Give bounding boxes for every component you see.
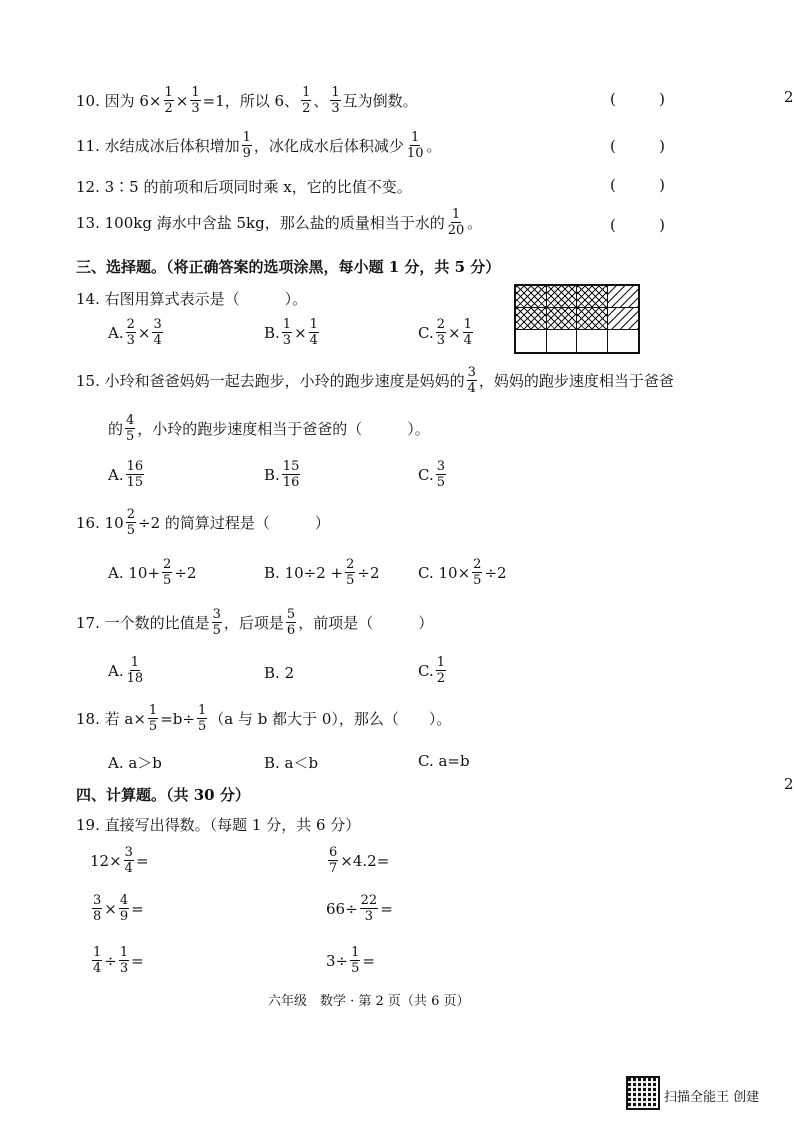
fraction: $\frac{1}{3}$ <box>191 85 200 116</box>
fraction: $\frac{1}{20}$ <box>447 207 465 238</box>
fraction: $\frac{1}{9}$ <box>242 130 251 161</box>
grid-cell <box>547 308 578 330</box>
option-b[interactable]: B. 2 <box>264 664 295 682</box>
option-b[interactable]: B. a＜b <box>264 754 319 772</box>
question-18: 18. 若 a× $\frac{1}{5}$ =b÷ $\frac{1}{5}$ （a 与 b 都大于 0），那么（ ）。 <box>76 703 452 734</box>
question-17: 17. 一个数的比值是 $\frac{3}{5}$ ，后项是 $\frac{5}{6}$ ，前项是（ ） <box>76 607 434 638</box>
fraction: $\frac{1}{2}$ <box>164 85 173 116</box>
margin-number: 2 <box>784 775 794 793</box>
qr-code-icon <box>628 1078 658 1108</box>
option-a[interactable]: A. $\frac{2}{3}$ × $\frac{3}{4}$ <box>108 317 162 348</box>
shaded-grid-figure <box>514 284 640 354</box>
question-15: 15. 小玲和爸爸妈妈一起去跑步，小玲的跑步速度是妈妈的 $\frac{3}{4}$ ，妈妈的跑步速度相当于爸爸 <box>76 365 674 396</box>
option-a[interactable]: A. $\frac{1}{18}$ <box>108 655 144 686</box>
grid-cell <box>547 286 578 308</box>
calc-expression: 3÷ $\frac{1}{5}$ = <box>326 945 375 976</box>
question-16: 16. 10 $\frac{2}{5}$ ÷2 的简算过程是（ ） <box>76 507 330 538</box>
grid-cell <box>608 286 639 308</box>
answer-blank[interactable]: ( ) <box>610 137 665 155</box>
answer-blank[interactable]: ( ) <box>610 216 665 234</box>
question-15-cont: 的 $\frac{4}{5}$ ，小玲的跑步速度相当于爸爸的（ ）。 <box>108 413 430 444</box>
question-10: 10. 因为 6× $\frac{1}{2}$ × $\frac{1}{3}$ =1，所以 6、 $\frac{1}{2}$ 、 $\frac{1}{3}$ 互为倒数。 <box>76 85 418 116</box>
grid-cell <box>577 286 608 308</box>
section-heading: 四、计算题。（共 30 分） <box>76 786 250 804</box>
grid-cell <box>608 308 639 330</box>
option-b[interactable]: B. 10÷2 + $\frac{2}{5}$ ÷2 <box>264 557 380 588</box>
grid-cell <box>547 330 578 352</box>
option-c[interactable]: C. $\frac{3}{5}$ <box>418 459 445 490</box>
option-c[interactable]: C. a=b <box>418 752 470 770</box>
fraction: $\frac{1}{2}$ <box>302 85 311 116</box>
grid-cell <box>577 308 608 330</box>
calc-expression: $\frac{3}{8}$ × $\frac{4}{9}$ = <box>93 893 144 924</box>
question-14: 14. 右图用算式表示是（ ）。 <box>76 290 308 308</box>
question-12: 12. 3∶5 的前项和后项同时乘 x，它的比值不变。 <box>76 178 412 196</box>
option-b[interactable]: B. $\frac{1}{3}$ × $\frac{1}{4}$ <box>264 317 318 348</box>
calc-expression: 12× $\frac{3}{4}$ = <box>90 845 149 876</box>
fraction: $\frac{1}{3}$ <box>331 85 340 116</box>
option-c[interactable]: C. 10× $\frac{2}{5}$ ÷2 <box>418 557 507 588</box>
grid-cell <box>577 330 608 352</box>
calc-expression: 66÷ $\frac{22}{3}$ = <box>326 893 393 924</box>
grid-cell <box>516 286 547 308</box>
section-heading: 三、选择题。（将正确答案的选项涂黑，每小题 1 分，共 5 分） <box>76 258 501 276</box>
option-b[interactable]: B. $\frac{15}{16}$ <box>264 459 300 490</box>
answer-blank[interactable]: ( ) <box>610 90 665 108</box>
question-13: 13. 100kg 海水中含盐 5kg，那么盐的质量相当于水的 $\frac{1}{20}$ 。 <box>76 207 483 238</box>
page-footer: 六年级 数学 · 第 2 页（共 6 页） <box>268 994 470 1009</box>
margin-number: 2 <box>784 88 794 106</box>
calc-expression: $\frac{1}{4}$ ÷ $\frac{1}{3}$ = <box>93 945 144 976</box>
grid-cell <box>516 330 547 352</box>
grid-cell <box>516 308 547 330</box>
answer-blank[interactable]: ( ) <box>610 176 665 194</box>
question-11: 11. 水结成冰后体积增加 $\frac{1}{9}$ ，冰化成水后体积减少 $\frac{1}{10}$ 。 <box>76 130 442 161</box>
option-a[interactable]: A. 10+ $\frac{2}{5}$ ÷2 <box>108 557 197 588</box>
option-a[interactable]: A. $\frac{16}{15}$ <box>108 459 144 490</box>
grid-cell <box>608 330 639 352</box>
calc-expression: $\frac{6}{7}$ ×4.2= <box>329 845 390 876</box>
question-19: 19. 直接写出得数。（每题 1 分，共 6 分） <box>76 816 361 834</box>
fraction: $\frac{1}{10}$ <box>406 130 424 161</box>
option-a[interactable]: A. a＞b <box>108 754 162 772</box>
option-c[interactable]: C. $\frac{2}{3}$ × $\frac{1}{4}$ <box>418 317 472 348</box>
scanner-watermark: 扫描全能王 创建 <box>664 1090 760 1105</box>
option-c[interactable]: C. $\frac{1}{2}$ <box>418 655 445 686</box>
